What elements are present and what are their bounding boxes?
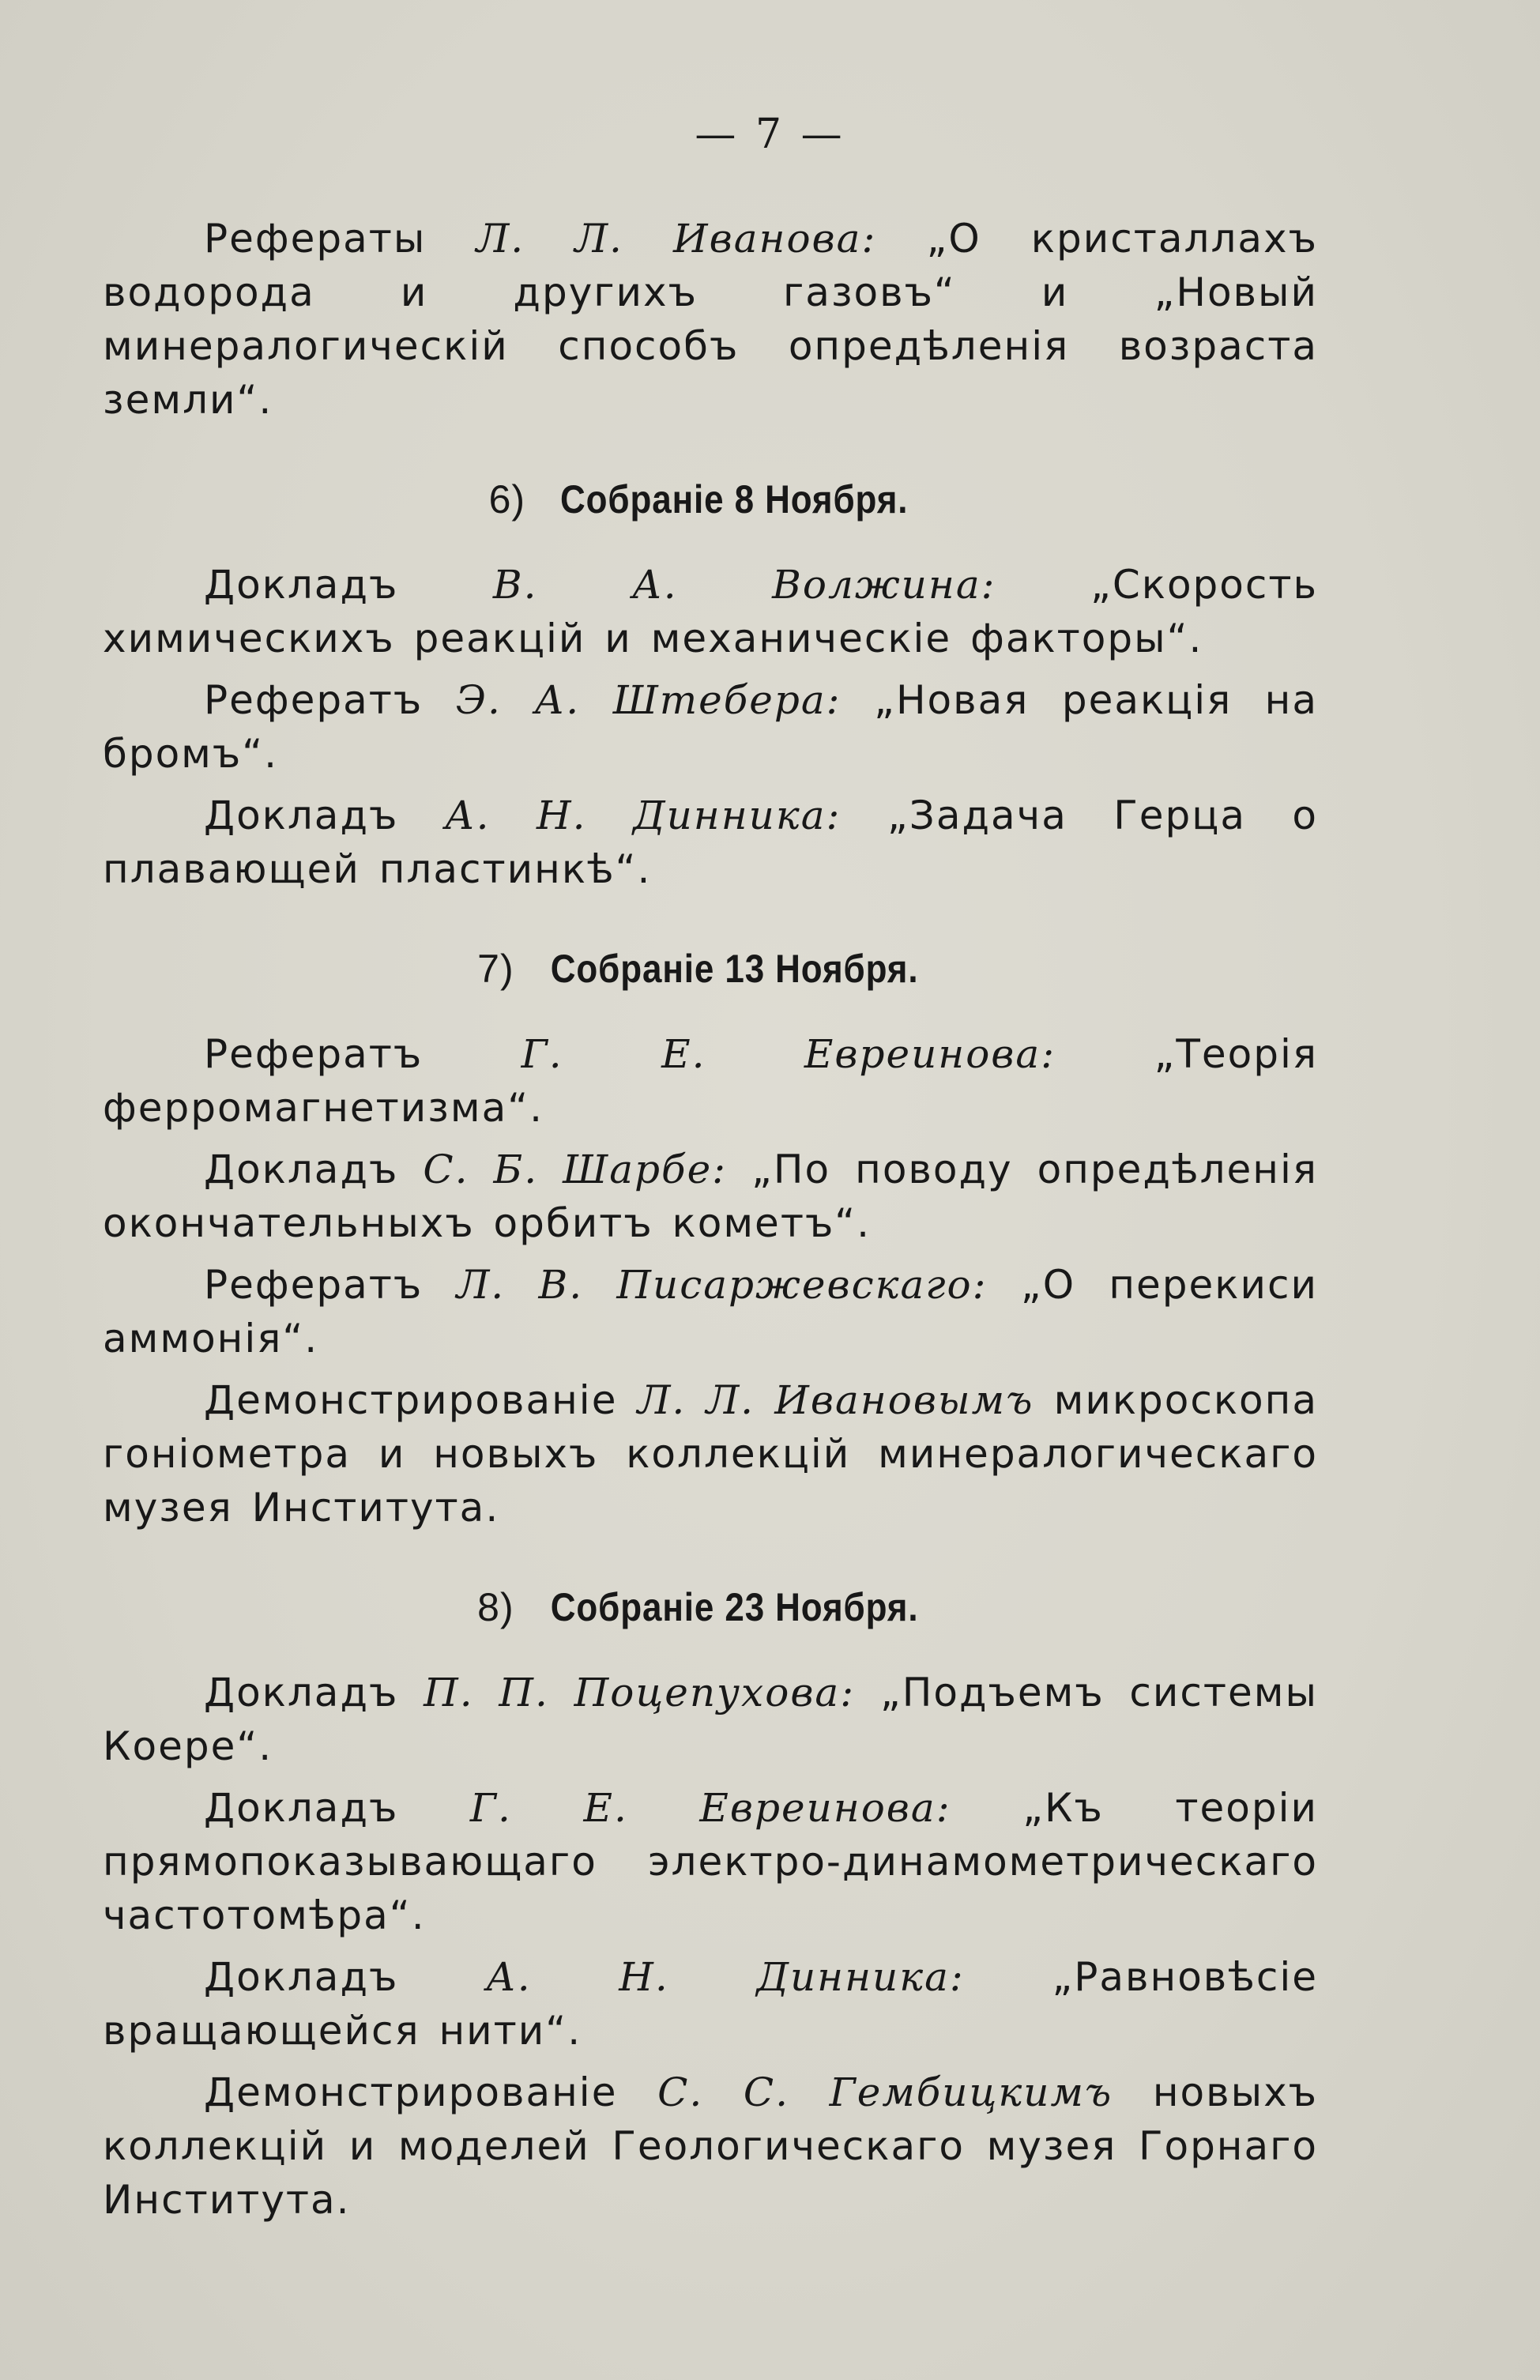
entry-author: В. А. Волжина: xyxy=(492,562,996,608)
entry-paragraph xyxy=(103,1143,1318,1250)
entry-text: новыхъ коллекцій и моделей Геологическаго музея Горнаго Института. xyxy=(103,2069,1318,2223)
entry-author: П. П. Поцепухова: xyxy=(424,1670,856,1715)
page-number: — 7 — xyxy=(695,111,845,158)
entry-paragraph xyxy=(103,1027,1318,1135)
entry-author: Э. А. Штебера: xyxy=(455,677,842,723)
section-title: Собраніе 13 Ноября. xyxy=(550,947,919,991)
entry-text: „По поводу опредѣленія окончательныхъ орбитъ кометъ“. xyxy=(103,1147,1318,1246)
entry-author: С. С. Гембицкимъ xyxy=(657,2069,1113,2115)
entry-paragraph xyxy=(103,2066,1318,2227)
entry-author: С. Б. Шарбе: xyxy=(423,1147,728,1192)
entry-paragraph xyxy=(103,1373,1318,1535)
entry-paragraph xyxy=(103,558,1318,665)
section-number: 8) xyxy=(477,1585,514,1629)
entry-paragraph xyxy=(103,673,1318,781)
entry-kind: Демонстрированіе xyxy=(204,1377,618,1423)
entry-paragraph xyxy=(103,1258,1318,1365)
entry-author: Г. Е. Евреинова: xyxy=(521,1031,1056,1077)
entry-paragraph xyxy=(103,1781,1318,1942)
section-number: 6) xyxy=(488,477,526,522)
entry-text: „О кристаллахъ водорода и другихъ газовъ“ и „Новый минералогическій способъ опредѣленія возраста земли“. xyxy=(103,216,1318,423)
entry-paragraph xyxy=(103,1950,1318,2058)
entry-text: „О перекиси аммонія“. xyxy=(103,1262,1318,1361)
entry-author: Г. Е. Евреинова: xyxy=(469,1785,951,1831)
entry-kind: Рефераты xyxy=(204,216,427,262)
entry-kind: Докладъ xyxy=(204,1954,399,2000)
intro-paragraph xyxy=(103,212,1318,427)
entry-text: „Задача Герца о плавающей пластинкѣ“. xyxy=(103,793,1318,892)
entry-author: А. Н. Динника: xyxy=(444,793,842,838)
section-title: Собраніе 23 Ноября. xyxy=(550,1585,919,1629)
entry-kind: Докладъ xyxy=(204,1670,399,1715)
entry-author: Л. Л. Иванова: xyxy=(476,216,877,262)
entry-kind: Докладъ xyxy=(204,1147,399,1192)
section-heading xyxy=(103,473,1318,526)
section-number: 7) xyxy=(477,947,514,991)
entry-text: „Новая реакція на бромъ“. xyxy=(103,677,1318,777)
page-body xyxy=(103,212,1318,2227)
entry-text: „Подъемъ системы Коере“. xyxy=(103,1670,1318,1769)
entry-kind: Докладъ xyxy=(204,1785,399,1831)
section-heading xyxy=(103,942,1318,996)
entry-text: „Теорія ферромагнетизма“. xyxy=(103,1031,1318,1131)
entry-kind: Рефератъ xyxy=(204,1262,424,1308)
entry-paragraph xyxy=(103,1666,1318,1773)
entry-text: микроскопа гоніометра и новыхъ коллекцій минералогическаго музея Института. xyxy=(103,1377,1318,1531)
entry-kind: Демонстрированіе xyxy=(204,2069,618,2115)
section-heading xyxy=(103,1580,1318,1634)
entry-author: Л. Л. Ивановымъ xyxy=(637,1377,1034,1423)
entry-text: „Къ теоріи прямопоказывающаго электро-динамометрическаго частотомѣра“. xyxy=(103,1785,1318,1938)
entry-paragraph xyxy=(103,789,1318,896)
section-title: Собраніе 8 Ноября. xyxy=(560,477,909,522)
entry-text: „Скорость химическихъ реакцій и механическіе факторы“. xyxy=(103,562,1318,661)
entry-author: Л. В. Писаржевскаго: xyxy=(456,1262,988,1308)
entry-text: „Равновѣсіе вращающейся нити“. xyxy=(103,1954,1318,2054)
entry-kind: Рефератъ xyxy=(204,677,424,723)
entry-kind: Рефератъ xyxy=(204,1031,424,1077)
entry-kind: Докладъ xyxy=(204,793,399,838)
entry-author: А. Н. Динника: xyxy=(485,1954,965,2000)
entry-kind: Докладъ xyxy=(204,562,399,608)
